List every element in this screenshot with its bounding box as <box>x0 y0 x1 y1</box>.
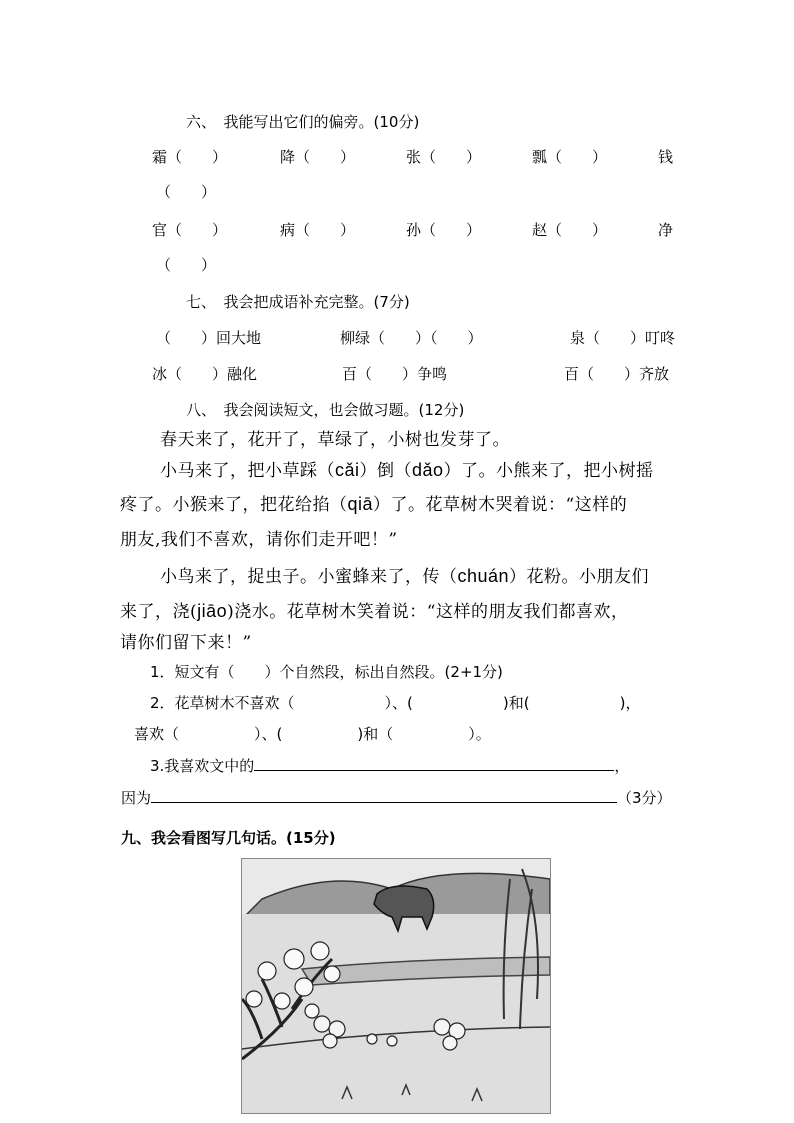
question-3-label: 3.我喜欢文中的 <box>150 757 255 775</box>
score-note: （3分） <box>617 789 672 807</box>
radical-item: 孙（ ） <box>406 221 482 239</box>
radical-item: 降（ ） <box>280 148 356 166</box>
passage-paragraph-1: 春天来了，花开了，草绿了，小树也发芽了。 <box>160 430 510 450</box>
passage-text: 小马来了，把小草踩（ <box>160 461 335 481</box>
passage-paragraph-3-line-1 <box>160 562 649 587</box>
passage-paragraph-2-line-2 <box>120 490 627 515</box>
passage-text: 来了，浇( <box>120 602 198 622</box>
radical-item: 净 <box>658 221 674 239</box>
idiom-item: 百（ ）齐放 <box>564 365 670 383</box>
radical-item: 瓢（ ） <box>532 148 608 166</box>
spring-scene-illustration <box>242 859 550 1113</box>
radical-item: 赵（ ） <box>532 221 608 239</box>
idiom-item: 百（ ）争鸣 <box>342 365 448 383</box>
section-6-heading: 六、 我能写出它们的偏旁。(10分) <box>186 113 420 131</box>
passage-paragraph-2-line-1 <box>160 456 654 481</box>
punctuation: ， <box>614 757 630 775</box>
idiom-item: 柳绿（ ）（ ） <box>340 329 483 347</box>
pinyin: cǎi <box>335 460 360 480</box>
radical-item: 病（ ） <box>280 221 356 239</box>
radical-item: 官（ ） <box>152 221 228 239</box>
passage-paragraph-2-line-3: 朋友,我们不喜欢，请你们走开吧！” <box>120 530 398 550</box>
radical-item: 钱 <box>658 148 674 166</box>
idiom-item: 冰（ ）融化 <box>152 365 258 383</box>
pinyin: chuán <box>457 566 510 586</box>
question-3-reason-label: 因为 <box>121 789 152 807</box>
passage-text: 疼了。小猴来了，把花给掐（ <box>120 495 348 515</box>
passage-text: ）花粉。小朋友们 <box>509 567 650 587</box>
radical-item: 霜（ ） <box>152 148 228 166</box>
question-1: 1．短文有（ ）个自然段，标出自然段。(2+1分) <box>150 663 503 681</box>
answer-line[interactable] <box>254 756 614 771</box>
question-3-line-1 <box>150 755 629 776</box>
idiom-item: （ ）回大地 <box>156 329 262 347</box>
question-2-line-2: 喜欢（ ）、( )和（ ）。 <box>134 725 491 743</box>
pinyin: dǎo <box>412 460 444 480</box>
idiom-item: 泉（ ）叮咚 <box>570 329 676 347</box>
passage-paragraph-3-line-3: 请你们留下来！” <box>120 633 252 653</box>
passage-paragraph-3-line-2 <box>120 597 629 622</box>
spring-scene-picture <box>241 858 551 1114</box>
answer-line[interactable] <box>151 788 617 803</box>
passage-text: ）倒（ <box>359 461 413 481</box>
section-7-heading: 七、 我会把成语补充完整。(7分) <box>186 293 410 311</box>
pinyin: jiāo <box>197 601 228 621</box>
passage-text: )浇水。花草树木笑着说：“这样的朋友我们都喜欢， <box>227 602 629 622</box>
passage-text: ）了。小熊来了，把小树摇 <box>443 461 654 481</box>
question-3-line-2 <box>121 787 672 808</box>
passage-text: ）了。花草树木哭着说：“这样的 <box>373 495 628 515</box>
pinyin: qiā <box>347 494 374 514</box>
section-9-heading: 九、我会看图写几句话。(15分) <box>121 829 336 847</box>
radical-item: 张（ ） <box>406 148 482 166</box>
radical-item-wrap: （ ） <box>156 183 217 201</box>
passage-text: 小鸟来了，捉虫子。小蜜蜂来了，传（ <box>160 567 458 587</box>
radical-item-wrap: （ ） <box>156 256 217 274</box>
section-8-heading: 八、 我会阅读短文，也会做习题。(12分) <box>186 401 465 419</box>
question-2-line-1: 2．花草树木不喜欢（ ）、( )和( )， <box>150 694 641 712</box>
